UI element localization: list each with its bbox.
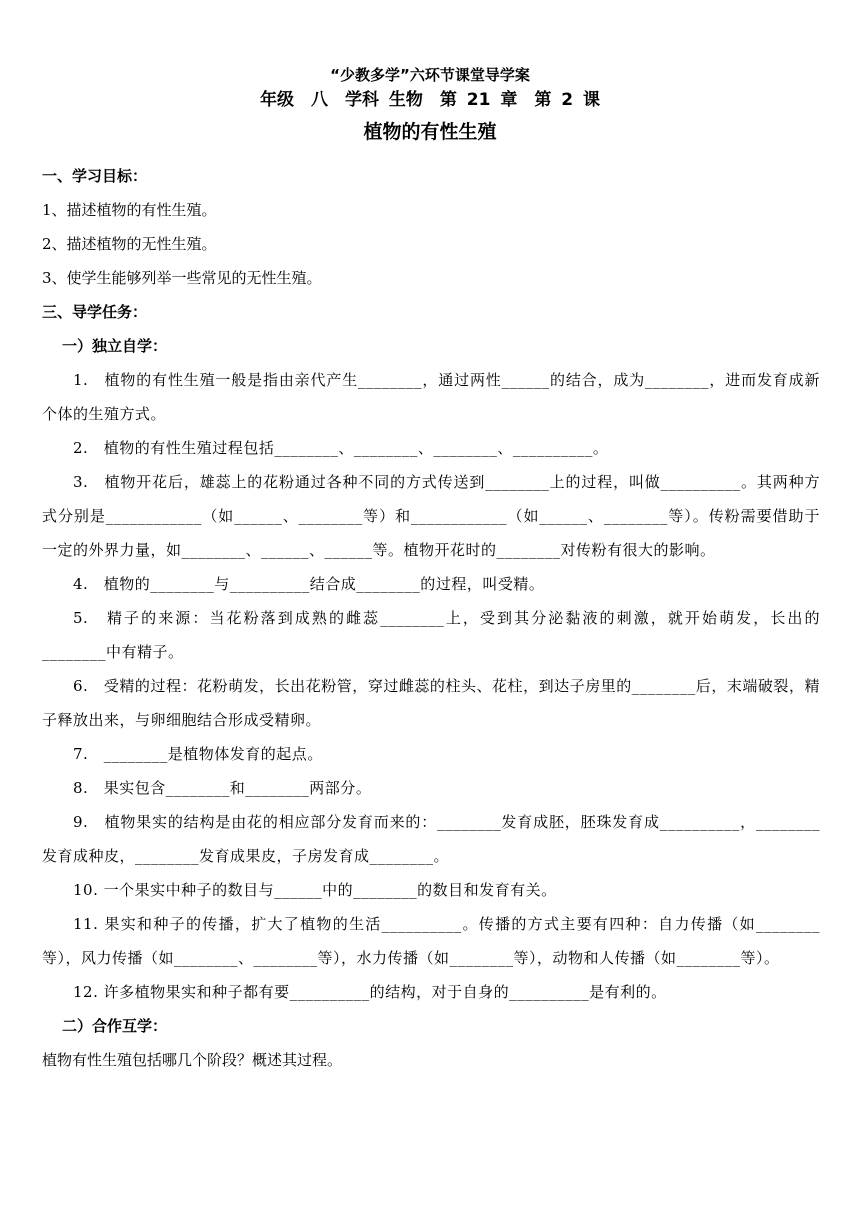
tasks-heading: 三、导学任务：	[42, 303, 148, 321]
question-12: 12. 许多植物果实和种子都有要__________的结构，对于自身的__________是有利的。	[73, 983, 667, 1001]
worksheet-body	[42, 159, 820, 1077]
question-3: 3. 植物开花后，雄蕊上的花粉通过各种不同的方式传送到________上的过程，叫做__________。其两种方式分别是____________（如______、________等）和____________（如______、________等）。传粉需要借助于一定的外界力量，如________、______、______等。植物开花时的________对传粉有很大的影响。	[42, 473, 820, 559]
question-5: 5. 精子的来源：当花粉落到成熟的雌蕊________上，受到其分泌黏液的刺激，就开始萌发，长出的________中有精子。	[42, 609, 820, 661]
question-1: 1. 植物的有性生殖一般是指由亲代产生________，通过两性______的结合，成为________，进而发育成新个体的生殖方式。	[42, 371, 820, 423]
objective-item-1: 1、描述植物的有性生殖。	[42, 201, 217, 219]
question-4: 4. 植物的________与__________结合成________的过程，叫受精。	[73, 575, 545, 593]
self-study-heading: 一）独立自学：	[62, 337, 168, 355]
worksheet-series-title: “少教多学”六环节课堂导学案	[330, 66, 530, 84]
question-10: 10. 一个果实中种子的数目与______中的________的数目和发育有关。	[73, 881, 557, 899]
question-8: 8. 果实包含________和________两部分。	[73, 779, 372, 797]
lesson-title: 植物的有性生殖	[363, 121, 497, 143]
question-9: 9. 植物果实的结构是由花的相应部分发育而来的：________发育成胚，胚珠发育成__________，________发育成种皮，________发育成果皮，子房发育成________。	[42, 813, 820, 865]
course-info-line: 年级 八 学科 生物 第 21 章 第 2 课	[259, 90, 601, 110]
cooperation-heading: 二）合作互学：	[62, 1017, 168, 1035]
objectives-heading: 一、学习目标：	[42, 167, 148, 185]
question-11: 11. 果实和种子的传播，扩大了植物的生活__________。传播的方式主要有四种：自力传播（如________等），风力传播（如________、________等），水力传播（如________等），动物和人传播（如________等）。	[42, 915, 820, 967]
question-7: 7. ________是植物体发育的起点。	[73, 745, 323, 763]
cooperation-prompt: 植物有性生殖包括哪几个阶段？概述其过程。	[42, 1051, 343, 1069]
objective-item-2: 2、描述植物的无性生殖。	[42, 235, 217, 253]
question-2: 2. 植物的有性生殖过程包括________、________、________、__________。	[73, 439, 609, 457]
objective-item-3: 3、使学生能够列举一些常见的无性生殖。	[42, 269, 322, 287]
question-6: 6. 受精的过程：花粉萌发，长出花粉管，穿过雌蕊的柱头、花柱，到达子房里的________后，末端破裂，精子释放出来，与卵细胞结合形成受精卵。	[42, 677, 820, 729]
